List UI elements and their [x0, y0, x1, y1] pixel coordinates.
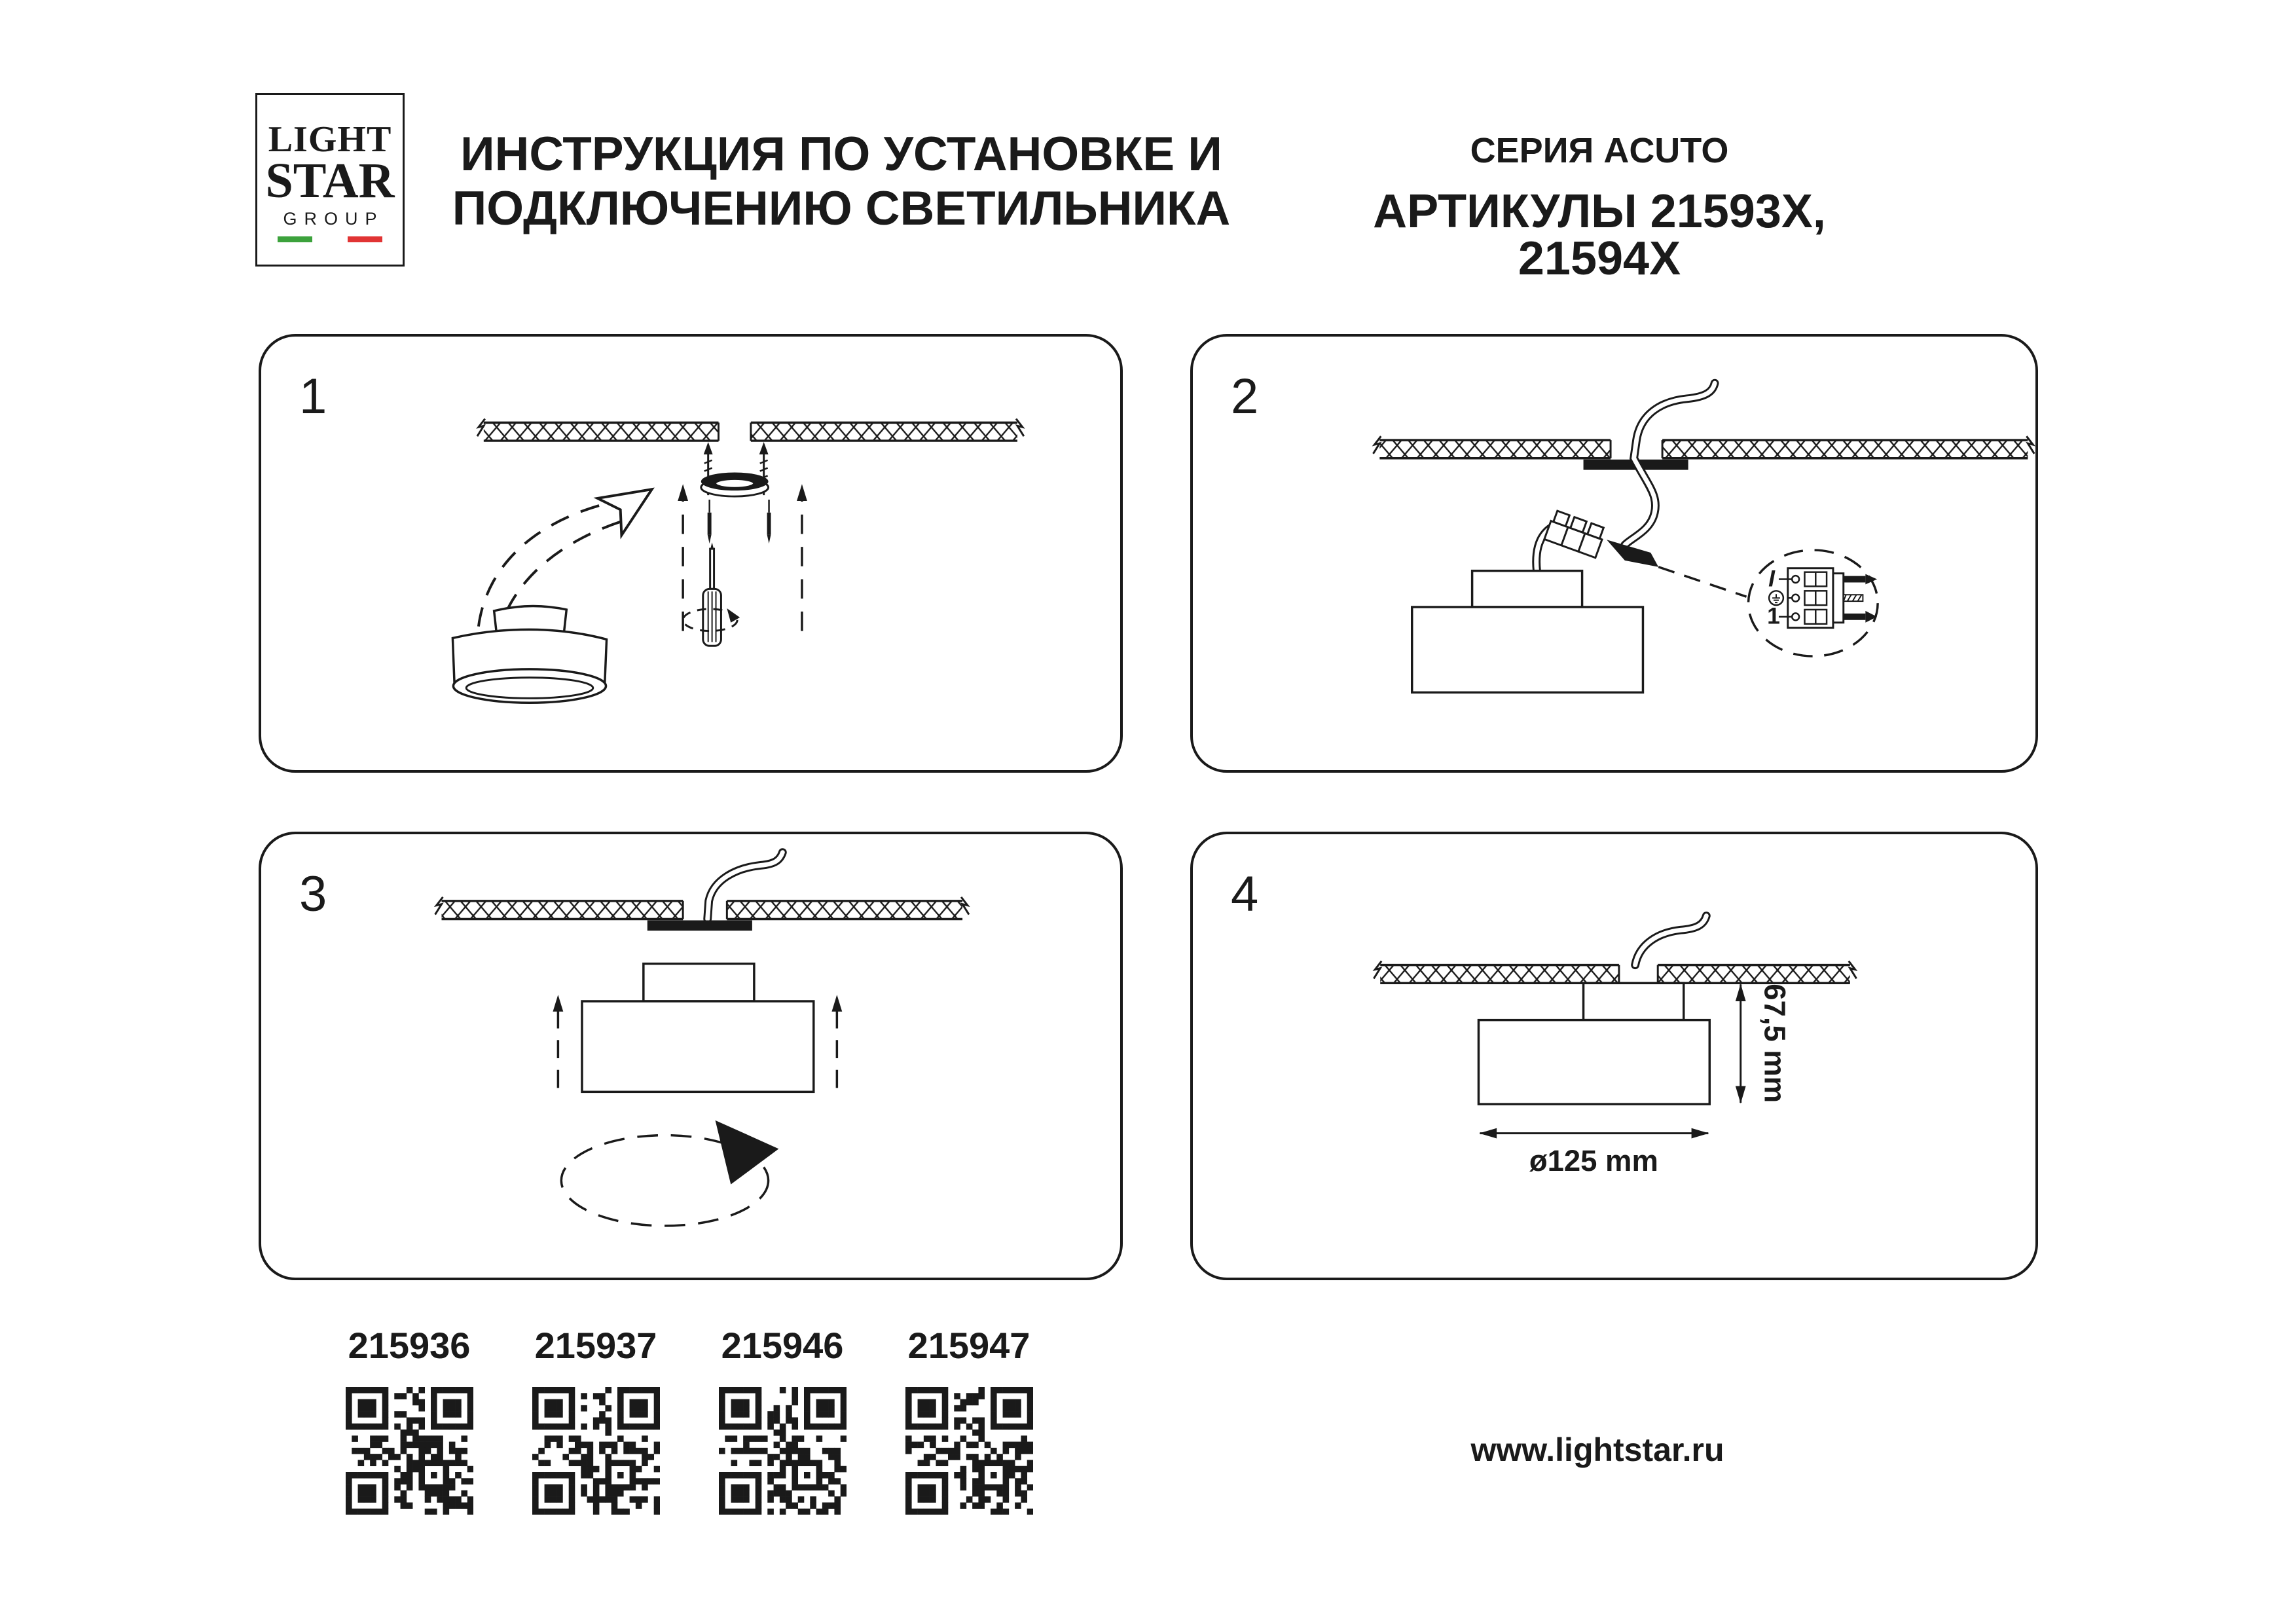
ceiling-hatch	[435, 897, 969, 922]
article-code-1: 215936	[348, 1325, 471, 1366]
lamp-fixture	[582, 964, 814, 1092]
website-url: www.lightstar.ru	[1470, 1431, 1724, 1468]
mounting-ring	[701, 472, 769, 496]
step-number-1: 1	[299, 369, 327, 424]
terminal-label-neutral: 1	[1767, 602, 1780, 629]
height-dimension	[1736, 984, 1791, 1103]
step-panel-3	[259, 832, 1123, 1280]
logo-word-group: GROUP	[283, 209, 384, 229]
lamp-fixture	[452, 606, 606, 703]
push-up-arrows	[678, 484, 807, 631]
step-panel-2	[1190, 334, 2038, 773]
lamp-fixture	[1412, 571, 1643, 693]
article-code-3: 215946	[721, 1325, 844, 1366]
article-code-4: 215947	[907, 1325, 1030, 1366]
terminal-label-line: I	[1768, 565, 1776, 592]
rotation-arrow	[561, 1120, 778, 1226]
articles-range: АРТИКУЛЫ 21593X, 21594X	[1373, 185, 1826, 285]
detail-leader-line	[1658, 567, 1746, 597]
lamp-fixture	[1478, 983, 1709, 1104]
ceiling-hatch	[477, 418, 1024, 443]
step-number-3: 3	[299, 866, 327, 922]
flag-red-segment	[348, 236, 382, 242]
step-number-2: 2	[1231, 369, 1259, 424]
italian-flag-bar	[278, 236, 382, 242]
logo-word-light: LIGHT	[268, 119, 392, 160]
terminal-connector	[1544, 510, 1606, 558]
mains-wire	[1635, 916, 1707, 965]
line-wire	[1844, 576, 1866, 583]
flag-white-segment	[312, 236, 347, 242]
lightstar-logo	[255, 93, 405, 267]
ceiling-hatch	[1373, 436, 2034, 461]
qr-code-215937	[532, 1387, 660, 1515]
step-3-diagram	[261, 834, 1120, 1278]
diameter-dimension	[1479, 1128, 1709, 1177]
flag-green-segment	[278, 236, 312, 242]
step-2-diagram	[1193, 337, 2035, 770]
diameter-dimension-label: ø125 mm	[1529, 1143, 1658, 1177]
page-title-line1: ИНСТРУКЦИЯ ПО УСТАНОВКЕ И	[460, 128, 1222, 181]
step-number-4: 4	[1231, 866, 1259, 922]
screwdriver	[683, 542, 740, 646]
mounting-plate	[647, 920, 752, 931]
logo-word-star: STAR	[265, 153, 395, 208]
screws-loose	[708, 500, 771, 544]
series-name: СЕРИЯ ACUTO	[1470, 131, 1729, 170]
terminal-detail-circle	[1749, 550, 1878, 656]
neutral-wire	[1844, 614, 1866, 620]
article-code-2: 215937	[534, 1325, 657, 1366]
step-1-diagram	[261, 337, 1120, 770]
height-dimension-label: 67,5 mm	[1758, 984, 1792, 1103]
step-panel-1	[259, 334, 1123, 773]
step-panel-4	[1190, 832, 2038, 1280]
qr-code-215936	[346, 1387, 473, 1515]
page-title-line2: ПОДКЛЮЧЕНИЮ СВЕТИЛЬНИКА	[452, 182, 1231, 235]
qr-code-215946	[719, 1387, 847, 1515]
series-header	[1303, 131, 1896, 285]
step-4-diagram	[1193, 834, 2035, 1278]
qr-code-215947	[905, 1387, 1033, 1515]
page-title	[419, 127, 1264, 236]
